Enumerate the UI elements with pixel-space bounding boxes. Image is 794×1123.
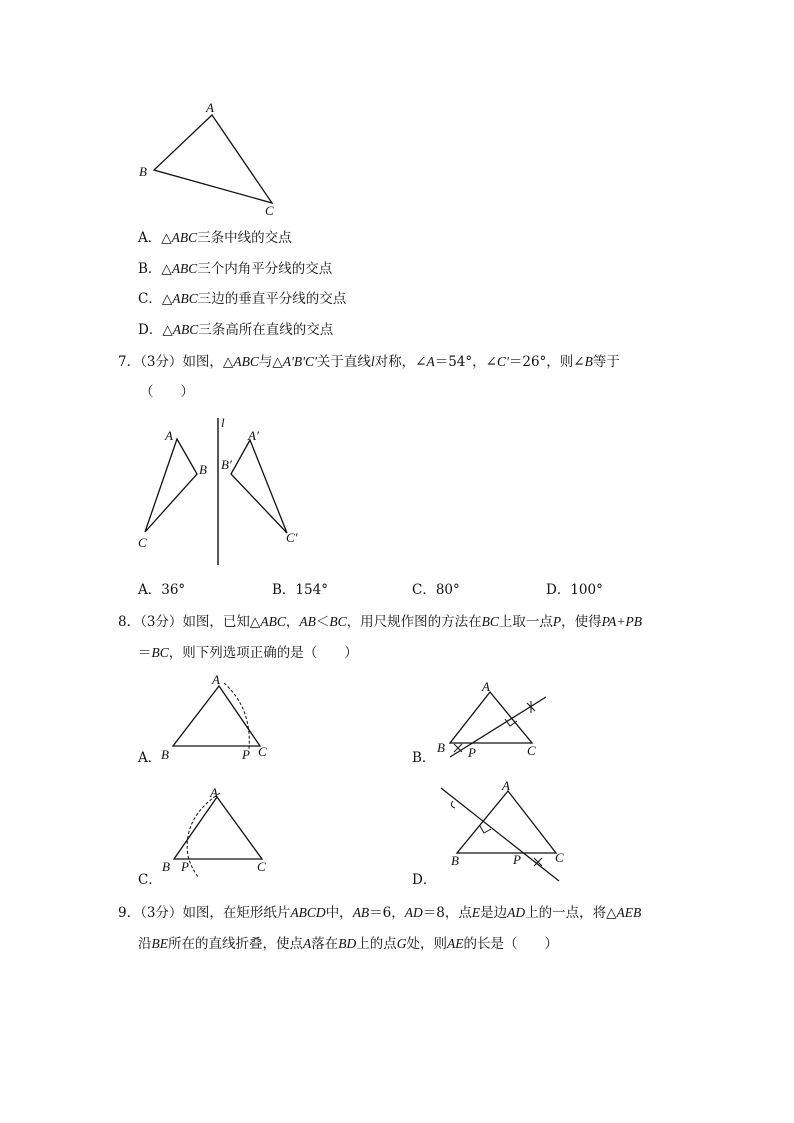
q8-option-b-label: B． — [412, 750, 436, 766]
arc-mark-1 — [451, 801, 455, 808]
q7-stem-line1: 7．（3分）如图，△ABC与△A'B'C'关于直线l对称，∠A＝54°，∠C'＝26°，则∠B等于 — [118, 354, 620, 370]
label-a: A — [502, 778, 510, 793]
right-angle-mark — [480, 826, 491, 833]
label-a: A — [206, 100, 214, 115]
label-p: P — [181, 859, 189, 874]
q7-option-c[interactable]: C．80° — [412, 582, 460, 598]
label-b: B — [451, 853, 459, 868]
triangle — [457, 791, 556, 853]
q8-option-d-label: D． — [412, 872, 437, 888]
label-c: C — [265, 203, 274, 218]
label-l: l — [221, 415, 225, 430]
label-a: A — [210, 785, 218, 800]
label-p: P — [242, 747, 250, 762]
q6-option-c[interactable]: C．△ABC三边的垂直平分线的交点 — [138, 291, 347, 307]
q9-stem-line1: 9．（3分）如图，在矩形纸片ABCD中，AB＝6，AD＝8，点E是边AD上的一点，将△AEB — [118, 905, 642, 921]
q8-stem-line1: 8．（3分）如图，已知△ABC，AB＜BC，用尺规作图的方法在BC上取一点P，使得PA+PB — [118, 614, 642, 630]
label-b: B — [139, 164, 147, 179]
q8-option-a-label: A． — [138, 750, 162, 766]
label-c: C — [138, 535, 147, 550]
q7-option-d[interactable]: D．100° — [546, 582, 603, 598]
label-c: C — [527, 743, 536, 758]
label-c: C — [555, 850, 564, 865]
label-b: B — [161, 747, 169, 762]
q7-option-b[interactable]: B．154° — [272, 582, 328, 598]
q6-option-a[interactable]: A．△ABC三条中线的交点 — [138, 230, 292, 246]
label-c: C — [258, 744, 267, 759]
label-b-prime: B′ — [221, 457, 232, 472]
q8-stem-line2: ＝BC，则下列选项正确的是（ ） — [138, 645, 358, 661]
label-a: A — [212, 672, 220, 687]
label-a: A — [165, 428, 173, 443]
label-p: P — [513, 852, 521, 867]
label-c: C — [257, 859, 266, 874]
label-p: P — [468, 745, 476, 760]
q9-stem-line2: 沿BE所在的直线折叠，使点A落在BD上的点G处，则AE的长是（ ） — [138, 936, 558, 952]
label-a: A — [482, 679, 490, 694]
q6-option-b[interactable]: B．△ABC三个内角平分线的交点 — [138, 261, 333, 277]
label-c-prime: C′ — [286, 530, 298, 545]
label-b: B — [199, 462, 207, 477]
q8-option-c-label: C． — [138, 872, 162, 888]
label-b: B — [437, 740, 445, 755]
label-b: B — [162, 859, 170, 874]
q7-option-a[interactable]: A．36° — [138, 582, 186, 598]
q6-option-d[interactable]: D．△ABC三条高所在直线的交点 — [138, 322, 334, 338]
q7-answer-paren: （ ） — [140, 384, 194, 400]
label-a-prime: A′ — [248, 428, 259, 443]
